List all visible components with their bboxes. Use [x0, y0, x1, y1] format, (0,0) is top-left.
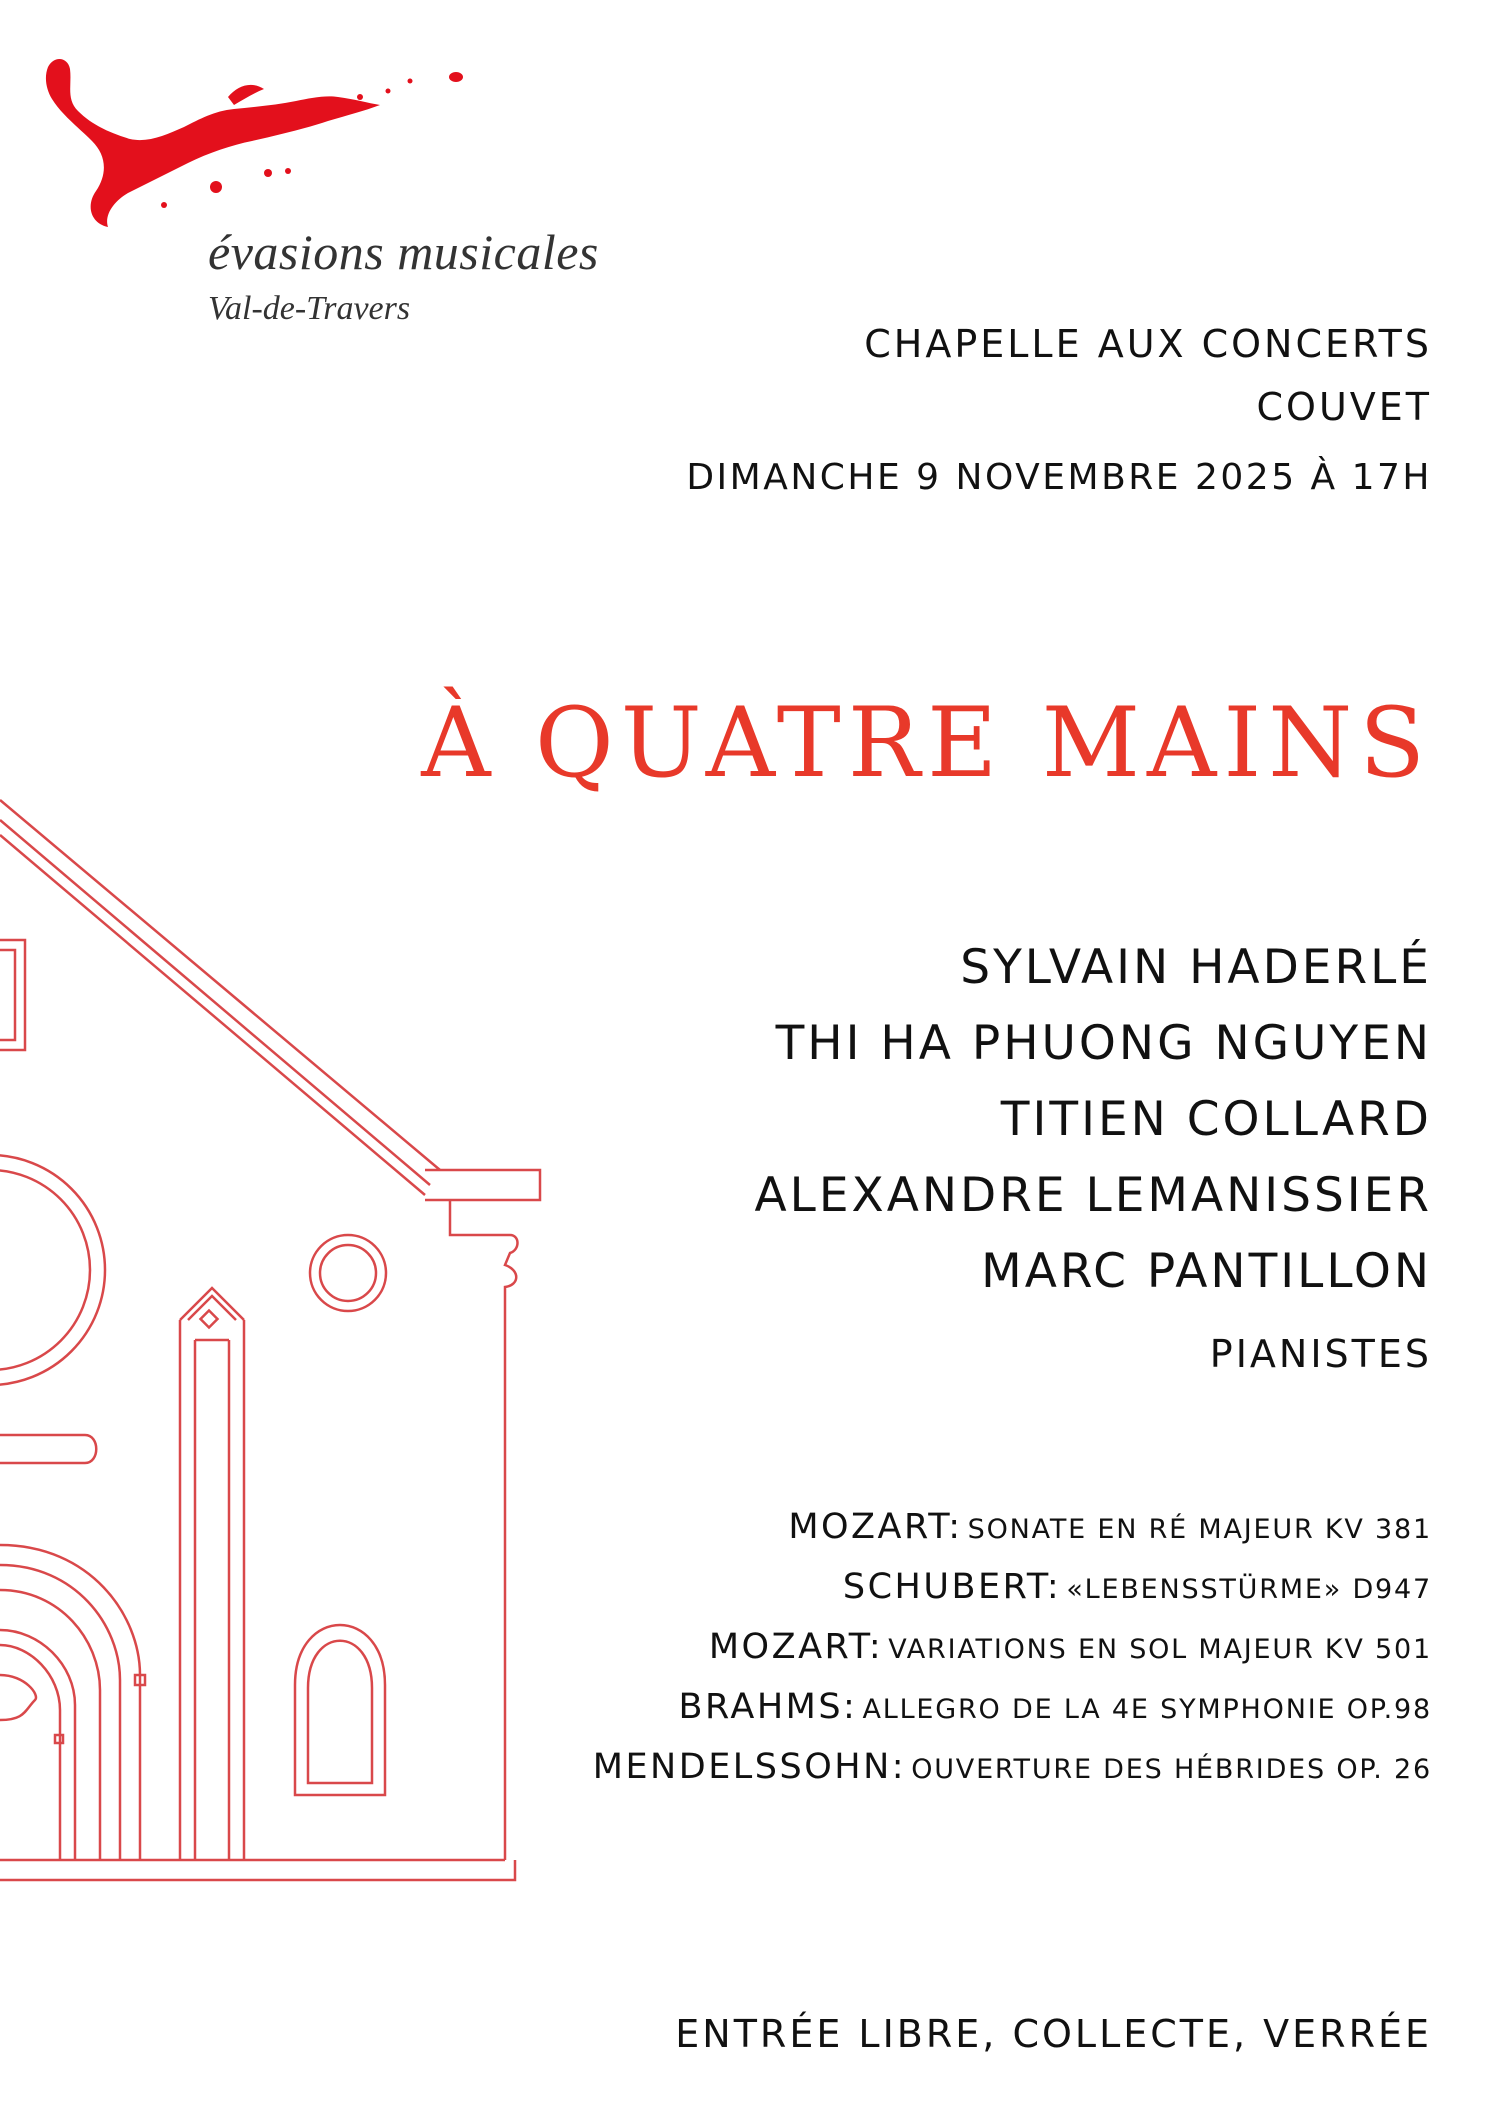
pianist-name: THI HA PHUONG NGUYEN	[775, 1016, 1432, 1071]
composer: BRAHMS:	[678, 1687, 858, 1727]
venue-line-2: COUVET	[1256, 385, 1432, 429]
venue-line-1: CHAPELLE AUX CONCERTS	[864, 322, 1432, 366]
logo-ink-splash	[38, 55, 488, 245]
program-list	[593, 1500, 1432, 1800]
footer-info: ENTRÉE LIBRE, COLLECTE, VERRÉE	[675, 2012, 1432, 2056]
pianist-name: TITIEN COLLARD	[1000, 1092, 1432, 1147]
logo-splash-shape	[46, 59, 380, 227]
pianist-name: MARC PANTILLON	[981, 1244, 1432, 1299]
program-item	[593, 1500, 1432, 1560]
work-title: VARIATIONS EN SOL MAJEUR KV 501	[888, 1634, 1432, 1665]
pianist-list	[754, 930, 1432, 1310]
program-item	[593, 1620, 1432, 1680]
logo-subtitle: Val-de-Travers	[208, 290, 411, 327]
logo-name: évasions musicales	[208, 224, 599, 280]
work-title: SONATE EN RÉ MAJEUR KV 381	[967, 1514, 1432, 1545]
composer: SCHUBERT:	[842, 1567, 1062, 1607]
program-item	[593, 1740, 1432, 1800]
chapel-illustration	[0, 795, 560, 1885]
pianist-name: ALEXANDRE LEMANISSIER	[754, 1168, 1432, 1223]
event-date: DIMANCHE 9 NOVEMBRE 2025 À 17H	[686, 457, 1432, 498]
pianist-name: SYLVAIN HADERLÉ	[960, 940, 1432, 995]
composer: MOZART:	[788, 1507, 963, 1547]
work-title: «LEBENSSTÜRME» D947	[1066, 1574, 1432, 1605]
work-title: OUVERTURE DES HÉBRIDES OP. 26	[911, 1754, 1432, 1785]
composer: MOZART:	[708, 1627, 884, 1667]
work-title: ALLEGRO DE LA 4E SYMPHONIE OP.98	[862, 1694, 1432, 1725]
performer-role: PIANISTES	[1209, 1332, 1432, 1376]
composer: MENDELSSOHN:	[592, 1747, 907, 1787]
concert-title: À QUATRE MAINS	[421, 687, 1432, 799]
program-item	[593, 1560, 1432, 1620]
program-item	[593, 1680, 1432, 1740]
